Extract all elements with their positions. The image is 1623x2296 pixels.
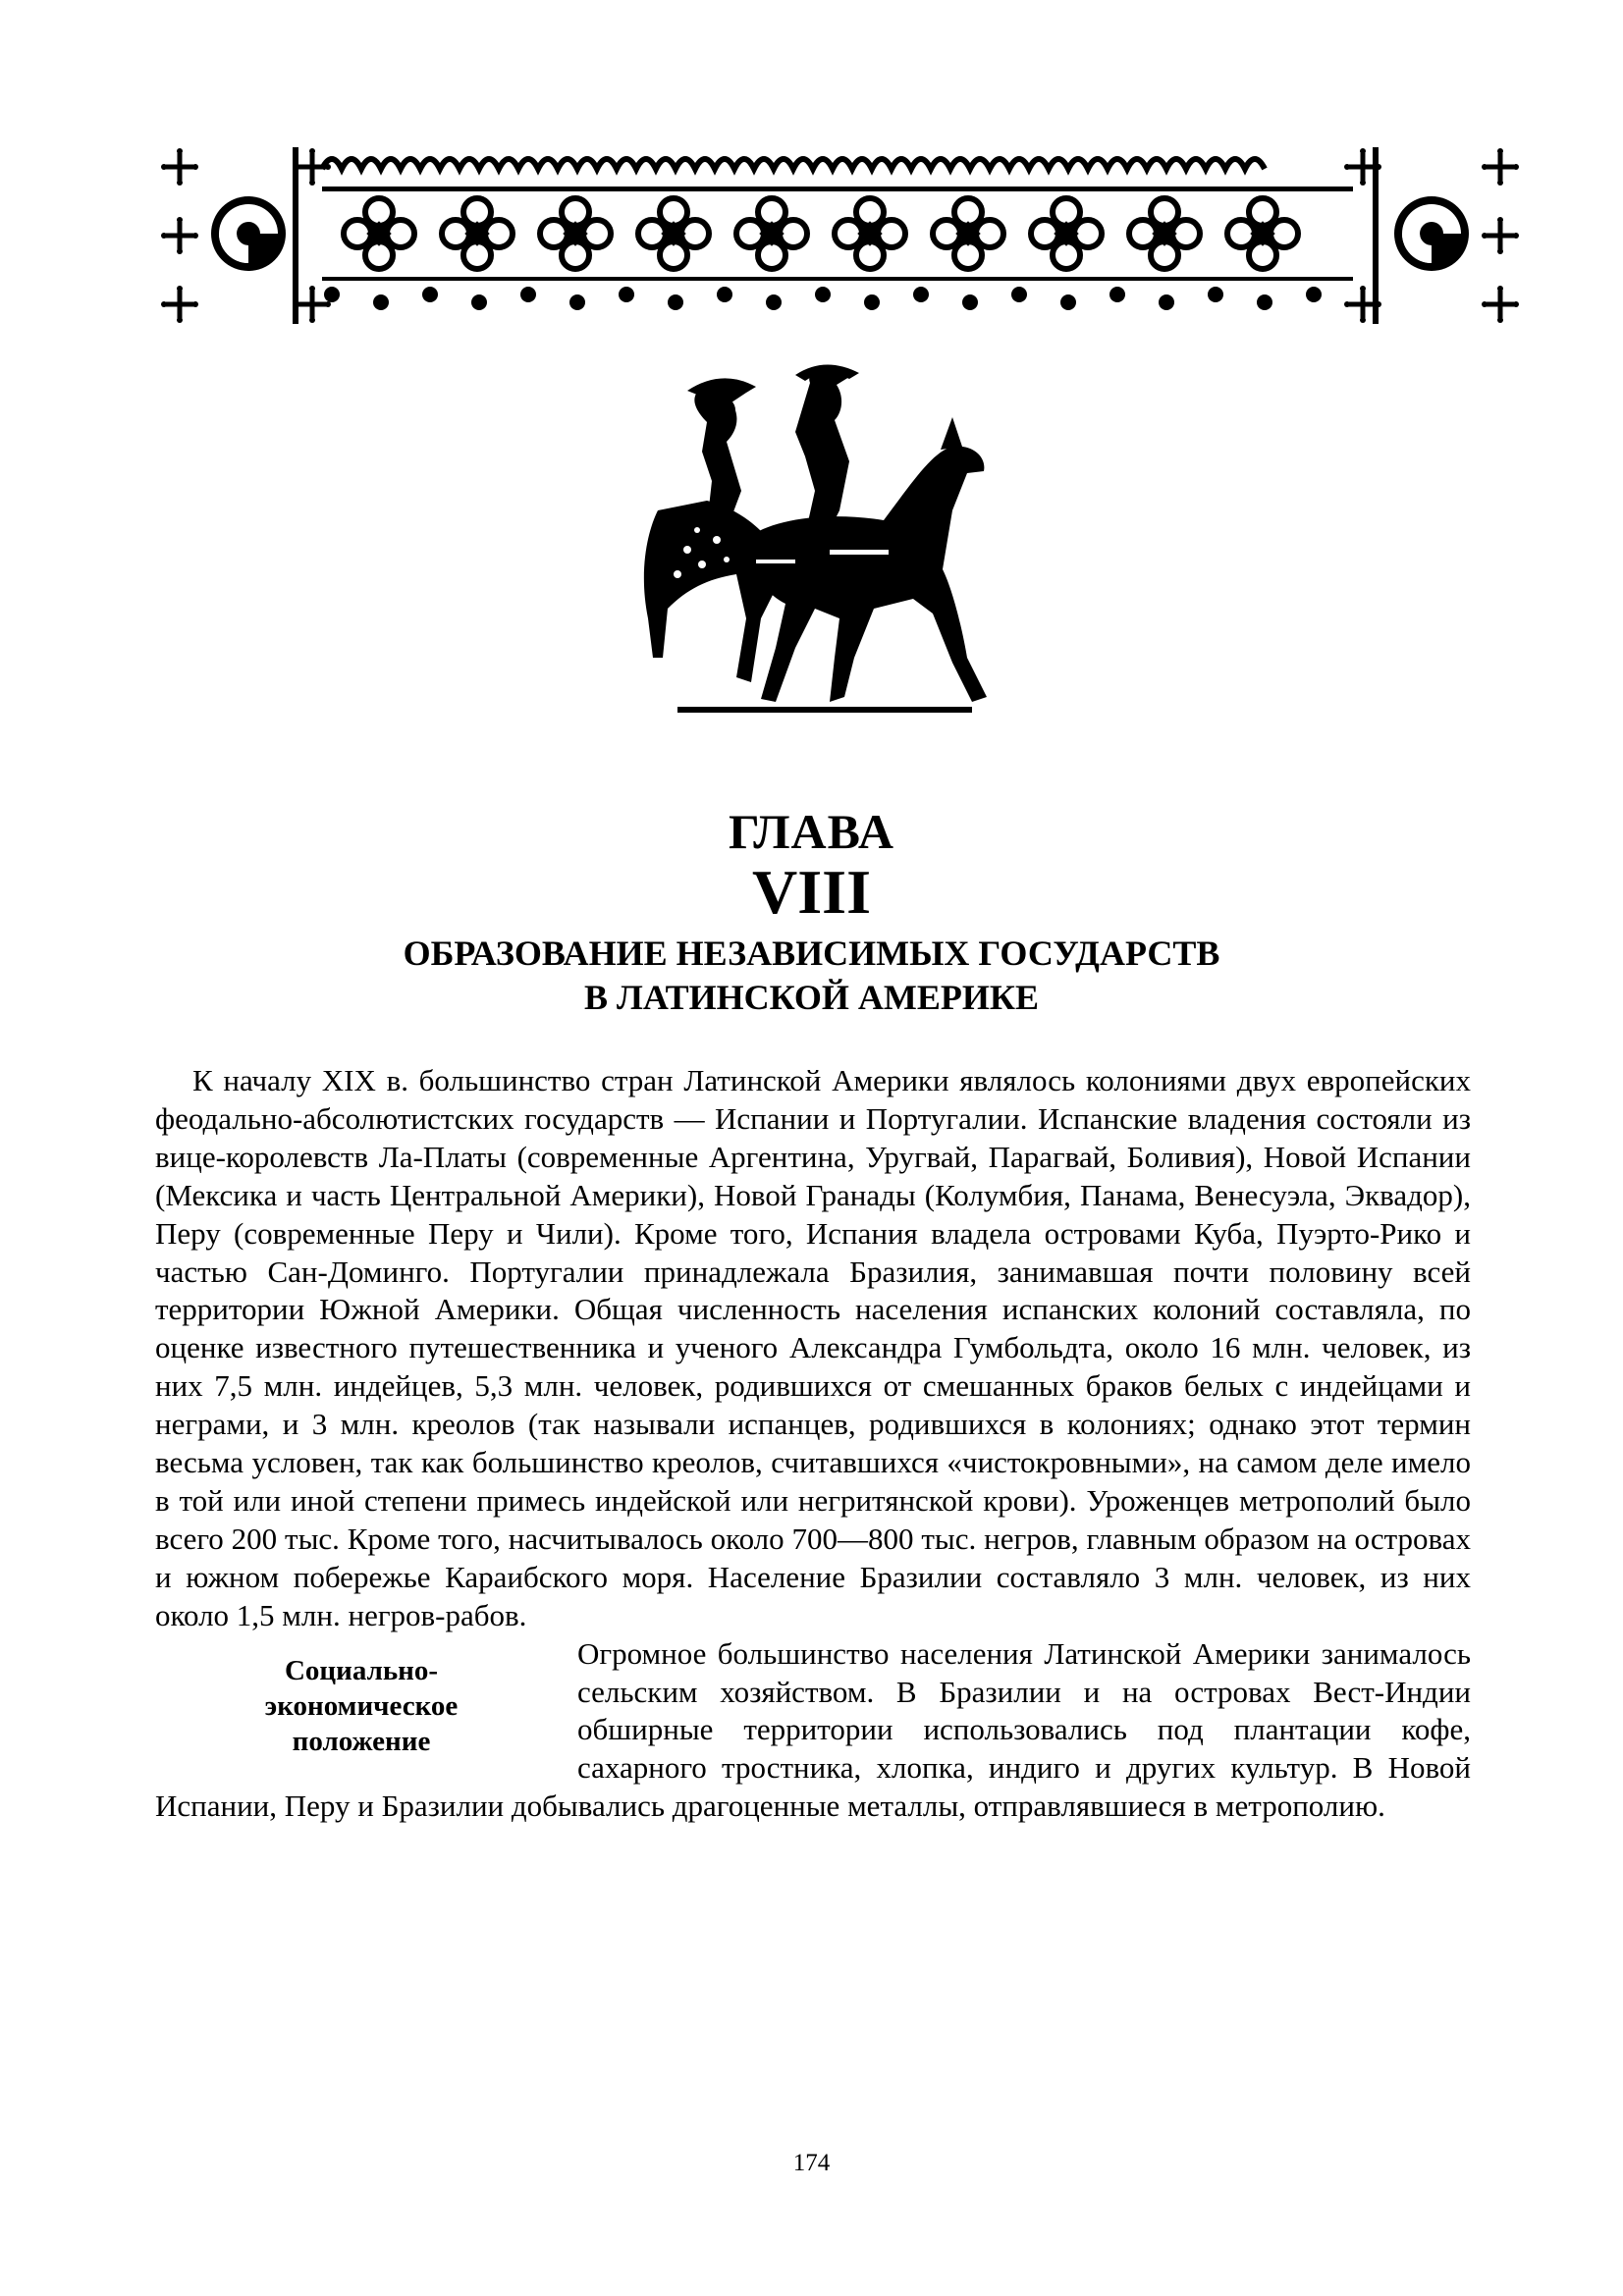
paragraph: К началу XIX в. большинство стран Латинской Америки являлось колониями двух европейских феодально-абсолютистских государств — Испании и Португалии. Испанские владения состояли из вице-королевств Ла-Платы (современные Аргентина, Уругвай, Парагвай, Боливия), Новой Испании (Мексика и часть Центральной Америки), Новой Гранады (Колумбия, Панама, Венесуэла, Эквадор), Перу (современные Перу и Чили). Кроме того, Испания владела островами Куба, Пуэрто-Рико и частью Сан-Доминго. Португалии принадлежала Бразилия, занимавшая почти половину всей территории Южной Америки. Общая численность населения испанских колоний составляла, по оценке известного путешественника и ученого Александра Гумбольдта, около 16 млн. человек, из них 7,5 млн. индейцев, 5,3 млн. человек, родившихся от смешанных браков белых с индейцами и неграми, и 3 млн. креолов (так называли испанцев, родившихся в колониях; однако этот термин весьма условен, так как большинство креолов, считавшихся «чистокровными», на самом деле имело в той или иной степени примесь индейской или негритянской крови). Уроженцев метрополий было всего 200 тыс. Кроме того, насчитывалось около 700—800 тыс. негров, главным образом на островах и южном побережье Караибского моря. Население Бразилии составляло 3 млн. человек, из них около 1,5 млн. негров-рабов. xyxy=(155,1063,1471,1632)
chapter-label: ГЛАВА xyxy=(729,804,894,859)
chapter-title-line-1: ОБРАЗОВАНИЕ НЕЗАВИСИМЫХ ГОСУДАРСТВ xyxy=(403,934,1220,973)
body-text xyxy=(155,1062,1471,1826)
margin-heading-text: Социально- экономическое положение xyxy=(264,1654,459,1757)
decorative-ornament-band xyxy=(155,147,1520,324)
margin-heading xyxy=(155,1639,568,1781)
chapter-number: VIII xyxy=(752,857,871,927)
paragraph: Огромное большинство населения Латинской Америки занималось сельским хозяйством. В Бразилии и на островах Вест-Индии обширные территории использовались под плантации кофе, сахарного тростника, хлопка, индиго и других культур. В Новой Испании, Перу и Бразилии добывались драгоценные металлы, отправлявшиеся в метрополию. xyxy=(155,1635,1471,1824)
chapter-title-line-2: В ЛАТИНСКОЙ АМЕРИКЕ xyxy=(584,978,1039,1017)
page-number: 174 xyxy=(792,2150,831,2176)
riders-illustration xyxy=(628,363,1001,746)
